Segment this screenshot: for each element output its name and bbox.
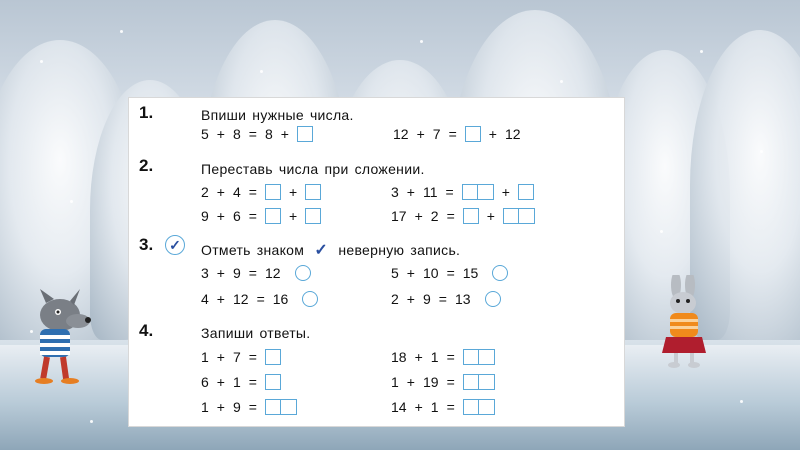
answer-box[interactable] [265, 184, 281, 200]
hare-character [650, 275, 720, 370]
equation-row: 3 + 9 = 12 [201, 263, 311, 283]
answer-box[interactable] [305, 184, 321, 200]
equation-row: 5 + 10 = 15 [391, 263, 508, 283]
answer-box[interactable] [265, 374, 281, 390]
equation-row: 9 + 6 = + [201, 206, 329, 226]
answer-box[interactable] [463, 208, 479, 224]
check-circle-icon: ✓ [165, 235, 185, 255]
answer-box[interactable] [297, 126, 313, 142]
answer-box[interactable] [465, 126, 481, 142]
task-number: 4. [139, 321, 154, 340]
task-title: Впиши нужные числа. [201, 107, 354, 123]
equation-row: 5 + 8 = 8 + [201, 124, 321, 144]
checkmark-icon: ✓ [314, 242, 329, 259]
task-title: Отметь знаком ✓ неверную запись. [201, 242, 461, 259]
equation-row: 12 + 7 = + 12 [393, 126, 521, 142]
answer-box-two-digit[interactable] [265, 399, 297, 415]
equation-row: 18 + 1 = [391, 347, 503, 367]
task-title: Переставь числа при сложении. [201, 161, 425, 177]
answer-box[interactable] [265, 349, 281, 365]
answer-box[interactable] [305, 208, 321, 224]
answer-box-two-digit[interactable] [462, 184, 494, 200]
equation-row: 1 + 19 = [391, 372, 503, 392]
answer-box-two-digit[interactable] [463, 349, 495, 365]
answer-box-two-digit[interactable] [503, 208, 535, 224]
math-worksheet [128, 97, 625, 427]
equation-row: 6 + 1 = [201, 372, 289, 392]
task-number: 2. [139, 156, 154, 175]
mark-circle[interactable] [485, 291, 501, 307]
equation-row: 17 + 2 = + [391, 206, 543, 226]
equation-row: 3 + 11 = + [391, 182, 542, 202]
answer-box-two-digit[interactable] [463, 374, 495, 390]
answer-box-two-digit[interactable] [463, 399, 495, 415]
answer-box[interactable] [265, 208, 281, 224]
equation-row: 2 + 9 = 13 [391, 289, 501, 309]
equation-row: 1 + 9 = [201, 397, 305, 417]
equation-row: 4 + 12 = 16 [201, 289, 318, 309]
mark-circle[interactable] [492, 265, 508, 281]
task-title: Запиши ответы. [201, 325, 311, 341]
task-number: 3. [139, 235, 154, 254]
task-number: 1. [139, 103, 154, 122]
wolf-character [10, 285, 110, 385]
mark-circle[interactable] [295, 265, 311, 281]
answer-box[interactable] [518, 184, 534, 200]
equation-row: 2 + 4 = + [201, 182, 329, 202]
mark-circle[interactable] [302, 291, 318, 307]
equation-row: 14 + 1 = [391, 397, 503, 417]
equation-row: 1 + 7 = [201, 347, 289, 367]
